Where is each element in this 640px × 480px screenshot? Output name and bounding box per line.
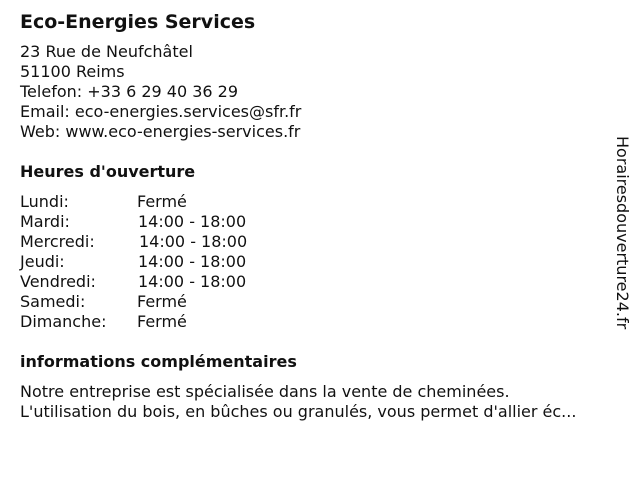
hours-row-friday xyxy=(20,272,610,292)
city-postcode: 51100 Reims xyxy=(20,62,125,81)
hours-row-sunday xyxy=(20,312,610,332)
day-label: Mardi: xyxy=(20,212,70,231)
day-label: Lundi: xyxy=(20,192,69,211)
day-label: Dimanche: xyxy=(20,312,107,331)
business-name: Eco-Energies Services xyxy=(20,11,256,33)
hours-row-monday xyxy=(20,192,610,212)
opening-hours-heading: Heures d'ouverture xyxy=(20,162,196,181)
hours-row-tuesday xyxy=(20,212,610,232)
hours-value: 14:00 - 18:00 xyxy=(139,232,248,251)
website-line: Web: www.eco-energies-services.fr xyxy=(20,122,301,141)
opening-hours-table xyxy=(20,192,610,332)
hours-row-thursday xyxy=(20,252,610,272)
day-label: Vendredi: xyxy=(20,272,96,291)
phone-line: Telefon: +33 6 29 40 36 29 xyxy=(20,82,239,101)
hours-value: 14:00 - 18:00 xyxy=(138,252,247,271)
hours-value: Fermé xyxy=(137,292,187,311)
day-label: Mercredi: xyxy=(20,232,95,251)
hours-row-saturday xyxy=(20,292,610,312)
business-card xyxy=(20,10,610,422)
additional-info-heading: informations complémentaires xyxy=(20,352,297,371)
email-line: Email: eco-energies.services@sfr.fr xyxy=(20,102,302,121)
hours-value: 14:00 - 18:00 xyxy=(138,272,247,291)
additional-info-text: Notre entreprise est spécialisée dans la vente de cheminées. L'utilisation du bois, en bûches ou granulés, vous permet d'allier éc... xyxy=(20,382,577,421)
hours-value: 14:00 - 18:00 xyxy=(138,212,247,231)
hours-row-wednesday xyxy=(20,232,610,252)
day-label: Jeudi: xyxy=(20,252,65,271)
hours-value: Fermé xyxy=(137,192,187,211)
day-label: Samedi: xyxy=(20,292,86,311)
street-address: 23 Rue de Neufchâtel xyxy=(20,42,193,61)
site-watermark: Horairesdouverture24.fr xyxy=(613,136,632,330)
hours-value: Fermé xyxy=(137,312,187,331)
